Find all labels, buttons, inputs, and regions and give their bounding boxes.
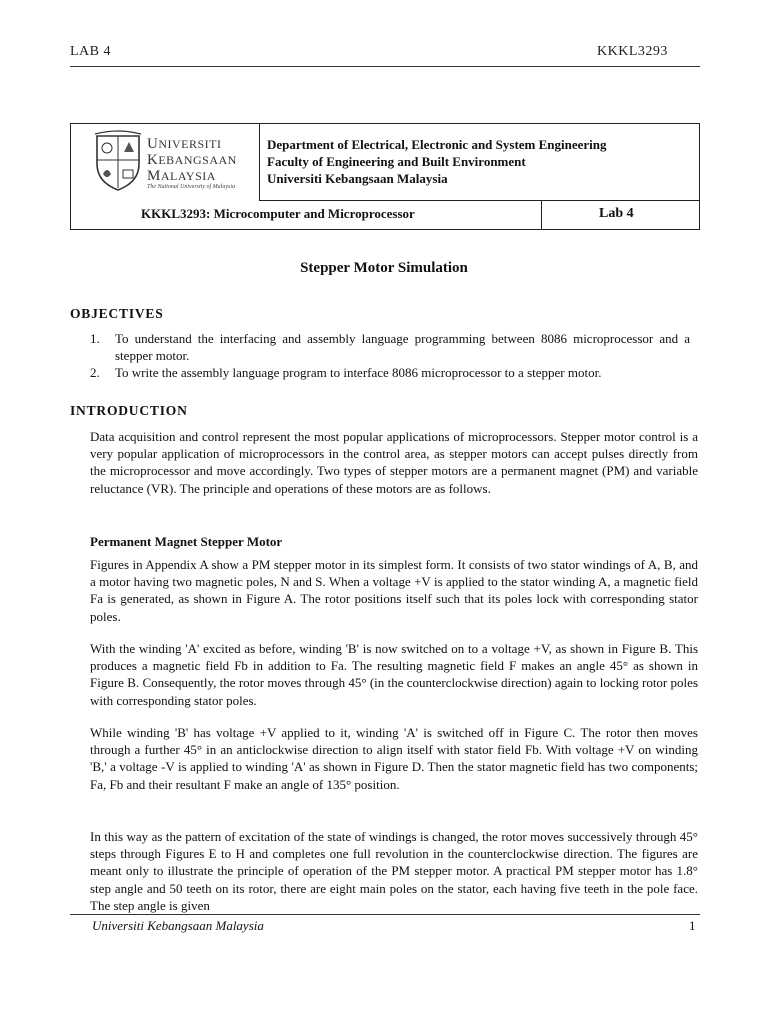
department-info [267, 136, 607, 187]
intro-paragraph-4: While winding 'B' has voltage +V applied to it, winding 'A' is switched off in Figure C. The rotor then moves through a further 45° in an anticlockwise direction to align itself with stator field Fb. With voltage +V on winding 'B,' a voltage -V is applied to winding 'A' as shown in Figure D. Then the stator magnetic field has two components; Fa, Fb and their resultant F make an angle of 135° position. [90, 725, 698, 792]
objectives-heading: OBJECTIVES [70, 306, 164, 321]
header-lab: LAB 4 [70, 44, 111, 59]
intro-paragraph-5: In this way as the pattern of excitation of the state of windings is changed, the rotor moves successively through 45° steps through Figures E to H and completes one full revolution in the counterclockwise direction. The figures are meant only to illustrate the principle of operation of the PM stepper motor. A practical PM stepper motor has 1.8° step angle and 50 teeth on its rotor, there are eight main poles on the stator, each having five teeth in the pole face. The step angle is given [90, 829, 698, 913]
logo-line-1: UNIVERSITI [147, 136, 222, 152]
title-block [70, 123, 700, 230]
logo-motto: The National University of Malaysia [147, 184, 235, 190]
header-rule [70, 66, 700, 67]
faculty-name: Faculty of Engineering and Built Environment [267, 154, 526, 169]
footer-university: Universiti Kebangsaan Malaysia [92, 918, 264, 933]
objectives-list [90, 330, 690, 381]
footer-rule [70, 914, 700, 915]
intro-paragraph-3: With the winding 'A' excited as before, winding 'B' is now switched on to a voltage +V, as shown in Figure B. This produces a magnetic field Fb in addition to Fa. The resulting magnetic field F makes an angle 45° as shown in Figure B. Consequently, the rotor moves through 45° (in the counterclockwise direction) again to locking rotor poles with corresponding stator poles. [90, 641, 698, 708]
introduction-heading: INTRODUCTION [70, 403, 188, 418]
logo-line-2: KEBANGSAAN [147, 152, 237, 168]
logo-wordmark [147, 136, 237, 184]
pm-motor-subheading: Permanent Magnet Stepper Motor [90, 534, 283, 549]
list-item: 1. To understand the interfacing and assembly language programming between 8086 microprocessor and a stepper motor. [90, 331, 690, 363]
course-title: KKKL3293: Microcomputer and Microprocessor [141, 206, 415, 221]
lab-number: Lab 4 [599, 206, 634, 221]
intro-paragraph-2: Figures in Appendix A show a PM stepper motor in its simplest form. It consists of two stator windings of A, B, and a motor having two magnetic poles, N and S. When a voltage +V is applied to the stator winding A, a magnetic field Fa is generated, as shown in Figure A. The rotor positions itself such that its poles lock with corresponding stator poles. [90, 557, 698, 624]
header-course-code: KKKL3293 [597, 44, 668, 59]
list-item: 2. To write the assembly language program to interface 8086 microprocessor to a stepper motor. [90, 365, 602, 380]
intro-paragraph-1: Data acquisition and control represent the most popular applications of microprocessors. Stepper motor control is a very popular application of microprocessors in the control area, as stepper motors can accept pulses directly from the microprocessor and move accordingly. Two types of stepper motors are a permanent magnet (PM) and variable reluctance (VR). The principle and operations of these motors are as follows. [90, 429, 698, 496]
document-title: Stepper Motor Simulation [300, 260, 468, 276]
logo-line-3: MALAYSIA [147, 168, 216, 184]
ukm-crest-icon [93, 130, 143, 194]
department-name: Department of Electrical, Electronic and System Engineering [267, 137, 607, 152]
university-name: Universiti Kebangsaan Malaysia [267, 171, 448, 186]
page-number: 1 [689, 918, 696, 933]
